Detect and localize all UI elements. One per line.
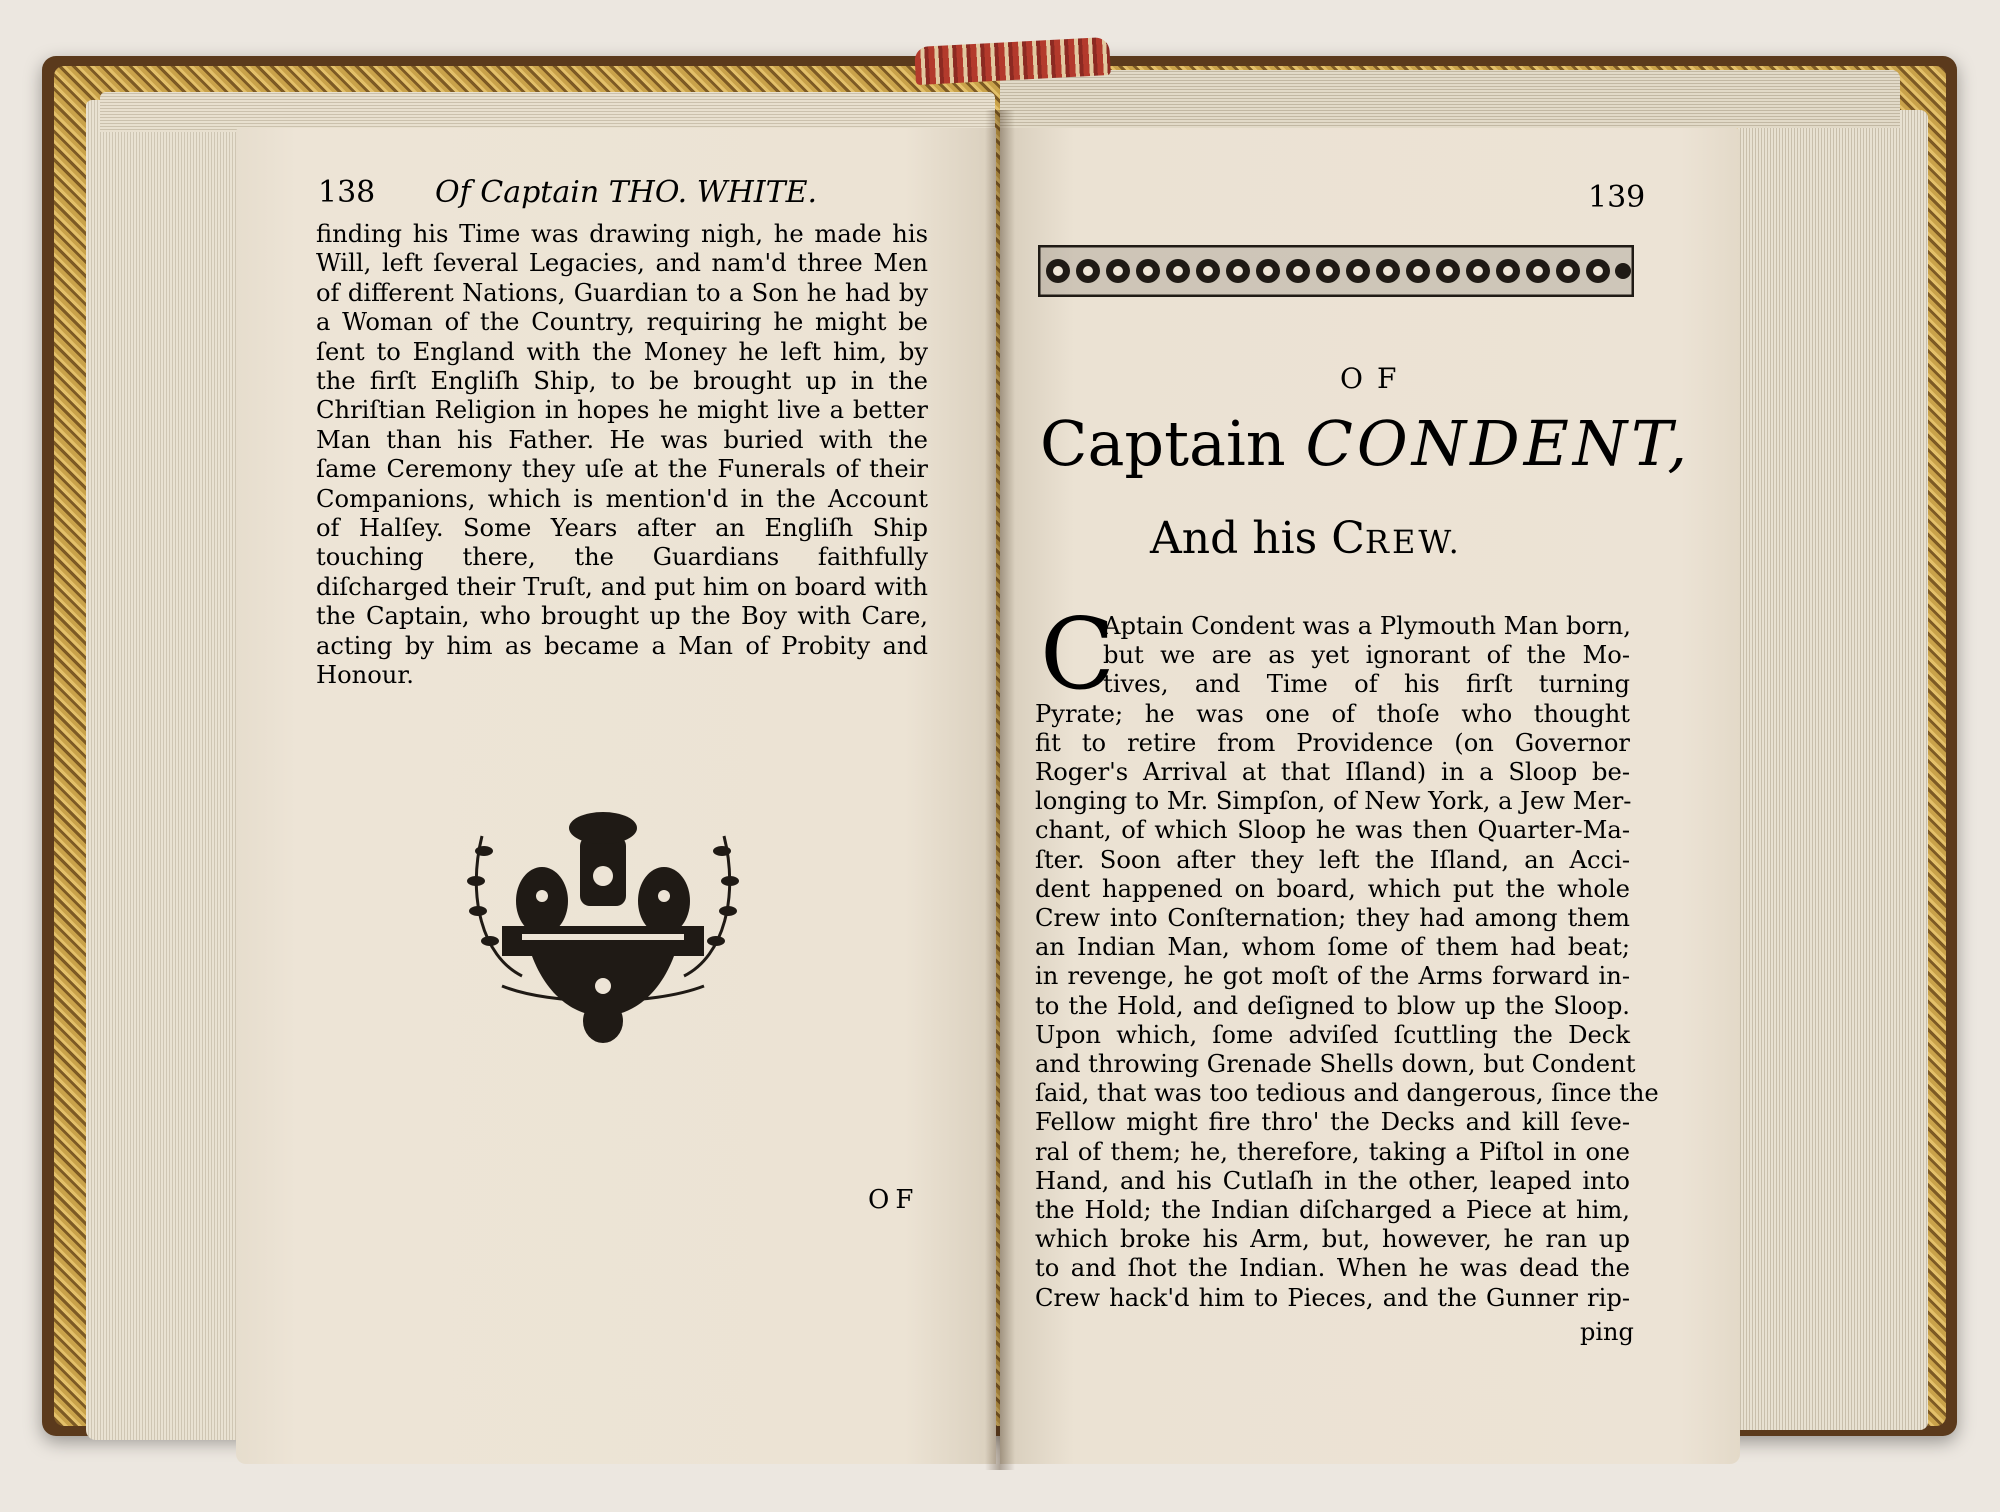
text-line: fit to retire from Providence (on Governor — [1035, 728, 1630, 757]
tailpiece-vignette — [462, 806, 744, 1046]
text-line: but we are as yet ignorant of the Mo- — [1103, 641, 1630, 670]
text-line: longing to Mr. Simpſon, of New York, a Jew Mer- — [1035, 787, 1632, 816]
paragraph: finding his Time was drawing nigh, he made his Will, left ſeveral Legacies, and nam'd three Men of different Nations, Guardian to a Son he had by a Woman of the Country, requiring he might be ſent to England with the Money he left him, by the firſt Engliſh Ship, to be brought up in the Chriſtian Religion in hopes he might live a better Man than his Father. He was buried with the ſame Ceremony they uſe at the Funerals of their Companions, which is mention'd in the Account of Halſey. Some Years after an Engliſh Ship touching there, the Guardians faithfully diſcharged their Truſt, and put him on board with the Captain, who brought up the Boy with Care, acting by him as became a Man of Probity and Honour. — [316, 220, 928, 690]
gutter-shadow — [985, 110, 1015, 1470]
text-line: Upon which, ſome adviſed ſcuttling the Deck — [1035, 1020, 1630, 1049]
text-line: Crew into Conſternation; they had among them — [1035, 904, 1630, 933]
text-line: ral of them; he, therefore, taking a Piſtol in one — [1035, 1137, 1630, 1166]
text-line: ſter. Soon after they left the Iſland, an Acci- — [1035, 845, 1630, 874]
text-line: ſaid, that was too tedious and dangerous, ſince the — [1035, 1079, 1659, 1108]
text-line: to and ſhot the Indian. When he was dead the — [1035, 1254, 1630, 1283]
page-edges-left — [86, 100, 251, 1440]
top-edge-right — [1000, 70, 1900, 128]
body-text-left — [316, 220, 928, 691]
text-line: an Indian Man, whom ſome of them had beat; — [1035, 933, 1630, 962]
text-line: Roger's Arrival at that Iſland) in a Sloop be- — [1035, 758, 1630, 787]
text-line: Hand, and his Cutlaſh in the other, leaped into — [1035, 1166, 1630, 1195]
heading-title-part: Captain — [1040, 407, 1306, 480]
text-line: Aptain Condent was a Plymouth Man born, — [1103, 612, 1631, 640]
catchword-right: ping — [1580, 1318, 1634, 1346]
folio-right: 139 — [1588, 180, 1646, 215]
top-edge-left — [100, 92, 995, 132]
text-line: dent happened on board, which put the whole — [1035, 874, 1630, 903]
folio-left: 138 — [318, 175, 376, 210]
text-line: Crew hack'd him to Pieces, and the Gunner rip- — [1035, 1283, 1630, 1312]
text-line: Pyrate; he was one of thoſe who thought — [1035, 699, 1630, 728]
text-line: chant, of which Sloop he was then Quarter-Ma- — [1035, 816, 1630, 845]
running-head-left: Of Captain THO. WHITE. — [435, 175, 818, 210]
heading-subtitle — [1150, 513, 1462, 564]
heading-title — [1040, 407, 1691, 480]
text-line: and throwing Grenade Shells down, but Condent — [1035, 1050, 1636, 1079]
heading-of: OF — [1340, 362, 1411, 395]
text-line: in revenge, he got moſt of the Arms forward in- — [1035, 962, 1630, 991]
text-line: which broke his Arm, but, however, he ran up — [1035, 1225, 1630, 1254]
heading-subtitle-smallcaps: REW. — [1364, 523, 1462, 561]
text-line: Fellow might fire thro' the Decks and kill ſeve- — [1035, 1108, 1630, 1137]
body-text-right — [1035, 612, 1659, 1313]
text-line: the Hold; the Indian diſcharged a Piece at him, — [1035, 1196, 1630, 1225]
heading-subtitle-part: And his C — [1150, 513, 1365, 564]
drop-cap: C — [1040, 598, 1115, 712]
heading-title-name: CONDENT, — [1305, 407, 1692, 480]
text-line: tives, and Time of his firſt turning — [1103, 670, 1630, 699]
page-edges-right — [1738, 110, 1928, 1430]
headpiece-ornament — [1038, 245, 1634, 297]
catchword-left: OF — [868, 1185, 920, 1215]
text-line: to the Hold, and deſigned to blow up the Sloop. — [1035, 991, 1630, 1020]
